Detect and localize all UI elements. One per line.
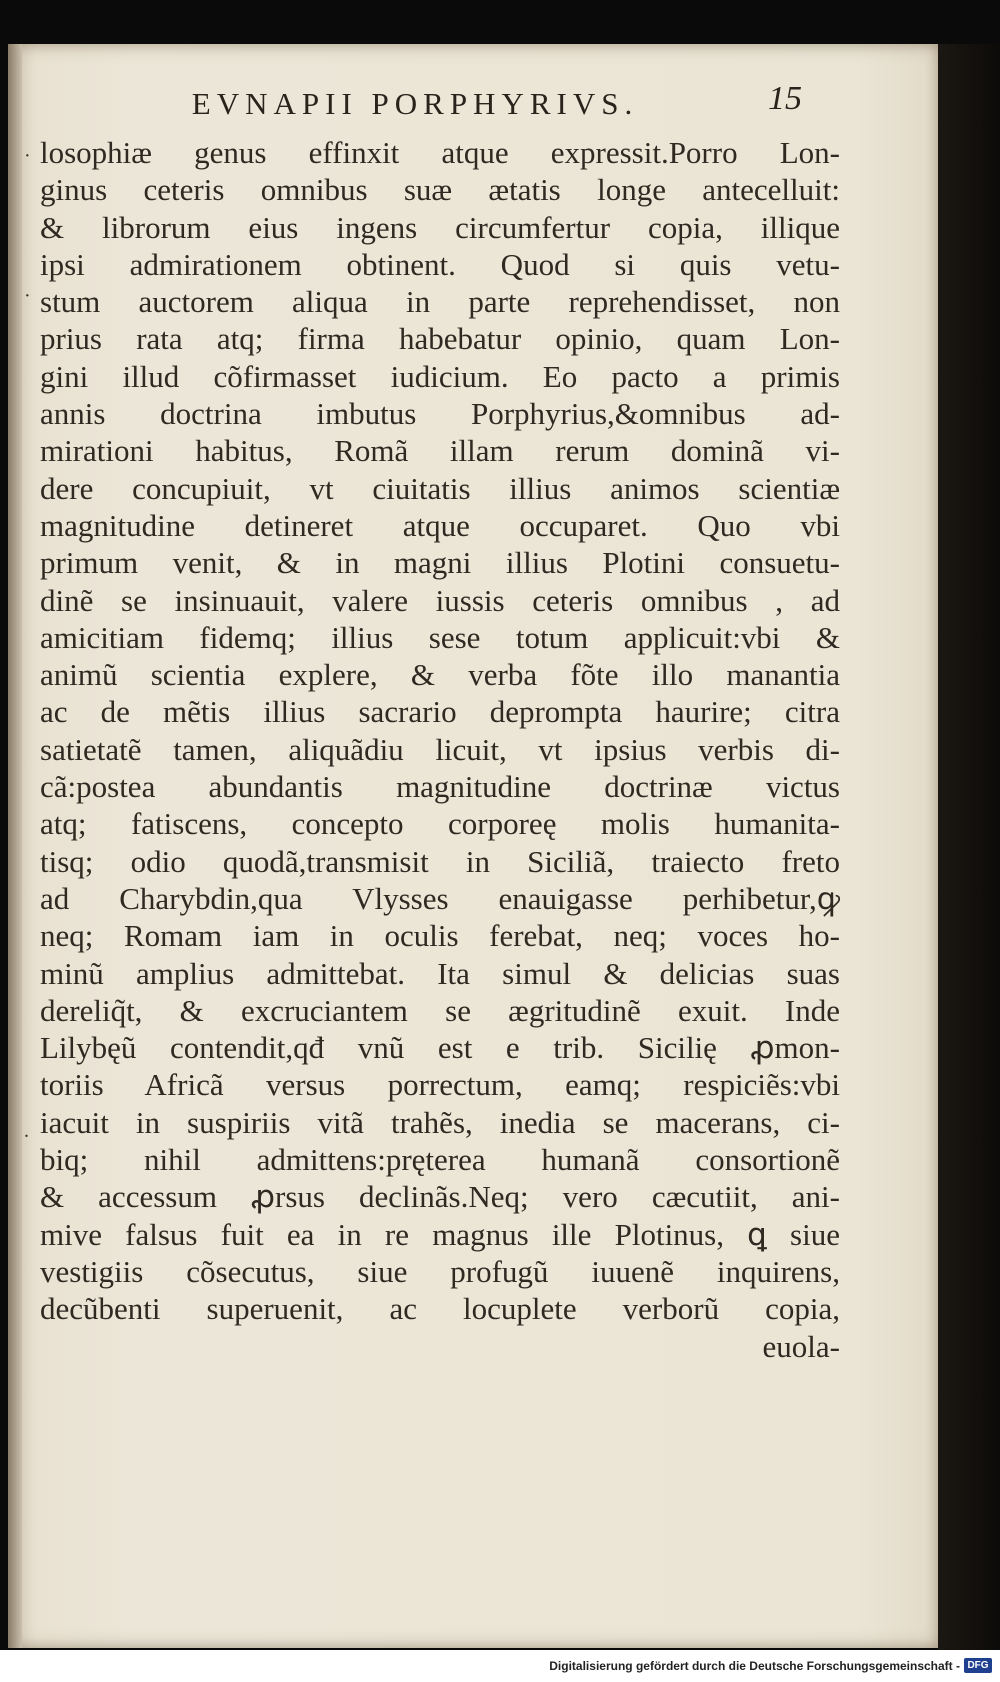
text-line: magnitudine detineret atque occuparet. Quo vbi [40, 507, 840, 543]
funding-credit: Digitalisierung gefördert durch die Deutsche Forschungsgemeinschaft - [549, 1659, 960, 1673]
text-line: neq; Romam iam in oculis ferebat, neq; voces ho- [40, 918, 840, 954]
catchword: euola- [762, 1328, 840, 1364]
running-title: EVNAPII PORPHYRIVS. [191, 86, 639, 121]
book-cover-edge [938, 44, 1000, 1650]
text-line: decũbenti superuenit, ac locuplete verborũ copia, [40, 1291, 840, 1327]
text-line: losophiæ genus effinxit atque expressit.Porro Lon- [40, 135, 840, 170]
text-line: prius rata atq; firma habebatur opinio, quam Lon- [40, 321, 840, 357]
text-line: atq; fatiscens, concepto corporeę molis humanita- [40, 806, 840, 842]
text-line: dereliq̃t, & excruciantem se ægritudinẽ exuit. Inde [40, 992, 840, 1028]
text-line: gini illud cõfirmasset iudicium. Eo pacto a primis [40, 358, 840, 394]
text-line: cã:postea abundantis magnitudine doctrinæ victus [40, 769, 840, 805]
text-line: annis doctrina imbutus Porphyrius,&omnibus ad- [40, 396, 840, 432]
text-line: & librorum eius ingens circumfertur copia, illique [40, 209, 840, 245]
text-line: mive falsus fuit ea in re magnus ille Plotinus, ꝗ siue [40, 1216, 840, 1252]
text-line: dere concupiuit, vt ciuitatis illius animos scientiæ [40, 470, 840, 506]
text-line: amicitiam fidemq; illius sese totum applicuit:vbi & [40, 619, 840, 655]
page-number: 15 [768, 80, 802, 117]
text-line: mirationi habitus, Romã illam rerum dominã vi- [40, 433, 840, 469]
margin-mark: · [24, 145, 31, 167]
text-line: ipsi admirationem obtinent. Quod si quis vetu- [40, 246, 840, 282]
page-gutter [8, 44, 22, 1648]
margin-mark: . [24, 1120, 29, 1142]
text-line: vestigiis cõsecutus, siue profugũ iuuenẽ inquirens, [40, 1253, 840, 1289]
text-line: ad Charybdin,qua Vlysses enauigasse perhibetur,ꝙ [40, 880, 840, 916]
text-line: & accessum ꝓrsus declinãs.Neq; vero cæcutiit, ani- [40, 1179, 840, 1215]
text-line: minũ amplius admittebat. Ita simul & delicias suas [40, 955, 840, 991]
text-line: animũ scientia explere, & verba fõte illo manantia [40, 657, 840, 693]
text-line: primum venit, & in magni illius Plotini consuetu- [40, 545, 840, 581]
text-line: tisq; odio quodã,transmisit in Siciliã, traiecto freto [40, 843, 840, 879]
margin-mark: · [24, 285, 31, 307]
dfg-logo-icon: DFG [964, 1658, 992, 1673]
text-line: Lilybęũ contendit,qđ vnũ est e trib. Sicilię ꝓmon- [40, 1030, 840, 1066]
text-line: iacuit in suspiriis vitã trahẽs, inedia se macerans, ci- [40, 1104, 840, 1140]
text-line: ac de mẽtis illius sacrario deprompta haurire; citra [40, 694, 840, 730]
footer-bar [0, 1650, 1000, 1682]
text-line: biq; nihil admittens:pręterea humanã consortionẽ [40, 1142, 840, 1178]
text-line: stum auctorem aliqua in parte reprehendisset, non [40, 284, 840, 320]
text-line: toriis Africã versus porrectum, eamq; respiciẽs:vbi [40, 1067, 840, 1103]
text-block [40, 134, 840, 1365]
text-line: dinẽ se insinuauit, valere iussis ceteris omnibus , ad [40, 582, 840, 618]
text-line: satietatẽ tamen, aliquãdiu licuit, vt ipsius verbis di- [40, 731, 840, 767]
text-line: ginus ceteris omnibus suæ ætatis longe antecelluit: [40, 172, 840, 208]
